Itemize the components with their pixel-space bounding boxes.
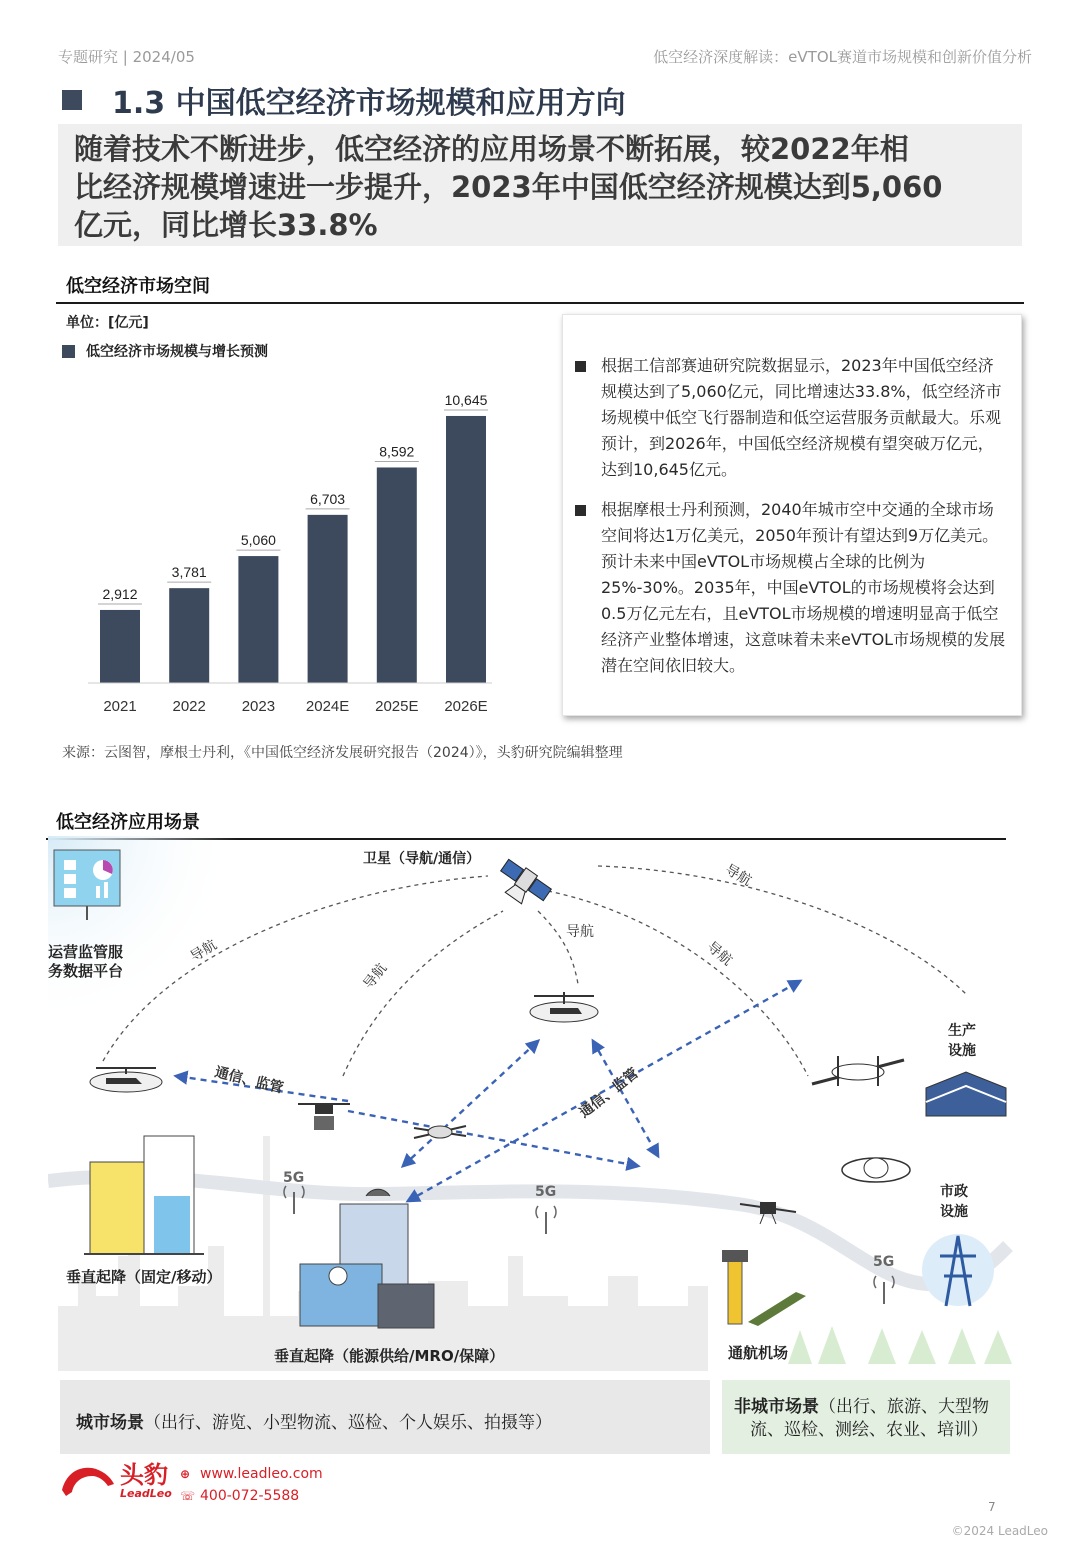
factory-icon [926, 1072, 1006, 1116]
bar-2025E [377, 467, 417, 683]
satellite-label: 卫星（导航/通信） [363, 851, 481, 867]
municipal-label-1: 市政 [940, 1184, 968, 1200]
chart-unit: 单位：[亿元] [66, 315, 149, 331]
city-scenario-title: 城市场景 [76, 1413, 144, 1433]
analysis-bullet-2: 根据摩根士丹利预测，2040年城市空中交通的全球市场空间将达1万亿美元，2050年预计有望达到9万亿美元。预计未来中国eVTOL市场规模占全球的比例为25%-30%。2035年，中国eVTOL的市场规模将会达到0.5万亿元左右，且eVTOL市场规模的增速明显高于低空经济产业整体增速，这意味着未来eVTOL市场规模的发展潜在空间依旧较大。 [601, 500, 1006, 675]
nav-label-3: 导航 [566, 924, 594, 940]
rural-scenario-title: 非城市场景 [734, 1397, 819, 1417]
lead-summary-box [58, 124, 1022, 246]
fixed-wing-evtol-icon [812, 1056, 904, 1086]
nav-arc-drone [538, 911, 578, 984]
bar-2023 [238, 556, 278, 683]
market-section-title: 低空经济市场空间 [66, 276, 210, 297]
5g-label-1: 5G [283, 1170, 305, 1186]
analysis-bullet [575, 497, 1007, 679]
platform-label-1: 运营监管服 [48, 943, 124, 961]
globe-icon: ⊕ [180, 1467, 191, 1481]
website-link[interactable]: www.leadleo.com [200, 1466, 323, 1482]
bar-value-label: 6,703 [310, 490, 346, 507]
section-title [62, 78, 626, 122]
bar-2026E [446, 416, 486, 683]
bullet-square-icon [575, 361, 586, 372]
airport-tower-icon [722, 1250, 806, 1326]
5g-label-2: 5G [535, 1184, 557, 1200]
nav-label-2: 导航 [360, 960, 391, 993]
nav-arc-far [598, 866, 968, 996]
analysis-bullet [575, 353, 1007, 483]
logo-chinese: 头豹 [120, 1460, 168, 1489]
lead-line-1: 随着技术不断进步，低空经济的应用场景不断拓展，较2022年相 [74, 132, 909, 166]
category-label: 2024E [305, 698, 350, 715]
market-section-header [56, 272, 1024, 304]
leadleo-logo [58, 1462, 172, 1500]
bar-value-label: 3,781 [171, 564, 207, 581]
city-buildings-icon [84, 1136, 204, 1254]
rural-scenario-detail-2: 流、巡检、测绘、农业、培训） [750, 1420, 988, 1440]
comm-arrow-5 [348, 1111, 638, 1166]
bar-value-label: 2,912 [102, 585, 138, 602]
logo-english: LeadLeo [120, 1486, 172, 1500]
bar-value-label: 10,645 [444, 391, 488, 408]
phone-number: 400-072-5588 [200, 1488, 300, 1504]
trees-icon [788, 1326, 1012, 1364]
5g-label-3: 5G [873, 1254, 895, 1270]
bar-2021 [100, 610, 140, 683]
tiltrotor-aircraft-icon [530, 992, 598, 1022]
contact-info [180, 1463, 323, 1507]
comm-label-2: 通信、监管 [576, 1065, 642, 1122]
comm-arrow-2 [403, 1041, 538, 1166]
vertiport-energy-label: 垂直起降（能源供给/MRO/保障） [274, 1347, 505, 1365]
section-title-text: 1.3 中国低空经济市场规模和应用方向 [112, 86, 626, 121]
source-note: 来源：云图智，摩根士丹利，《中国低空经济发展研究报告（2024）》，头豹研究院编辑整理 [62, 745, 623, 761]
copyright: ©2024 LeadLeo [951, 1524, 1048, 1538]
legend-swatch [62, 345, 75, 358]
category-label: 2025E [375, 698, 419, 715]
city-scenario-label [60, 1380, 710, 1454]
vertiport-building-icon [300, 1189, 434, 1328]
category-label: 2021 [103, 698, 137, 715]
category-label: 2026E [444, 698, 488, 715]
legend-label: 低空经济市场规模与增长预测 [86, 344, 268, 360]
header-report-type: 专题研究 | 2024/05 [58, 48, 195, 66]
city-scenario-detail: （出行、游览、小型物流、巡检、个人娱乐、拍摄等） [144, 1413, 552, 1433]
leopard-logo-icon [58, 1462, 116, 1500]
lead-line-2: 比经济规模增速进一步提升，2023年中国低空经济规模达到5,060 [74, 170, 943, 204]
cargo-drone-icon [298, 1104, 350, 1130]
5g-tower-icon [536, 1206, 556, 1234]
evtol-aircraft-left-icon [90, 1068, 162, 1092]
vertiport-fixed-label: 垂直起降（固定/移动） [66, 1268, 222, 1286]
bar-value-label: 8,592 [379, 443, 415, 460]
chart-legend [62, 341, 268, 361]
satellite-icon [492, 857, 553, 913]
market-analysis-card [562, 314, 1022, 716]
bar-2022 [169, 588, 209, 683]
category-label: 2022 [172, 698, 206, 715]
production-label-1: 生产 [948, 1023, 976, 1039]
phone-icon: ☏ [180, 1489, 196, 1503]
rural-scenario-detail-1: （出行、旅游、大型物 [819, 1397, 989, 1417]
multicopter-evtol-icon [842, 1158, 910, 1182]
comm-label-1: 通信、监管 [213, 1064, 285, 1097]
bar-value-label: 5,060 [240, 532, 276, 549]
nav-label-5: 导航 [722, 861, 755, 890]
airport-label: 通航机场 [728, 1344, 789, 1362]
analysis-bullet-1: 根据工信部赛迪研究院数据显示，2023年中国低空经济规模达到了5,060亿元，同比增速达33.8%，低空经济市场规模中低空飞行器制造和低空运营服务贡献最大。乐观预计，到2026年，中国低空经济规模有望突破万亿元，达到10,645亿元。 [601, 356, 1002, 479]
rural-scenario-label [722, 1380, 1010, 1454]
nav-arc-mid [343, 911, 503, 1076]
section-square-icon [62, 90, 82, 110]
production-label-2: 设施 [948, 1043, 976, 1059]
header-report-title: 低空经济深度解读：eVTOL赛道市场规模和创新价值分析 [653, 48, 1032, 66]
municipal-label-2: 设施 [940, 1204, 968, 1220]
nav-label-4: 导航 [703, 938, 736, 970]
page-number: 7 [988, 1500, 996, 1514]
lead-line-3: 亿元，同比增长33.8% [74, 208, 378, 242]
nav-label-1: 导航 [187, 936, 220, 966]
platform-label-2: 务数据平台 [48, 962, 124, 980]
bullet-square-icon [575, 505, 586, 516]
bar-2024E [308, 515, 348, 683]
market-size-bar-chart [80, 380, 500, 725]
category-label: 2023 [241, 698, 276, 715]
application-scene-diagram [48, 836, 1020, 1380]
scene-section-title: 低空经济应用场景 [56, 812, 200, 833]
